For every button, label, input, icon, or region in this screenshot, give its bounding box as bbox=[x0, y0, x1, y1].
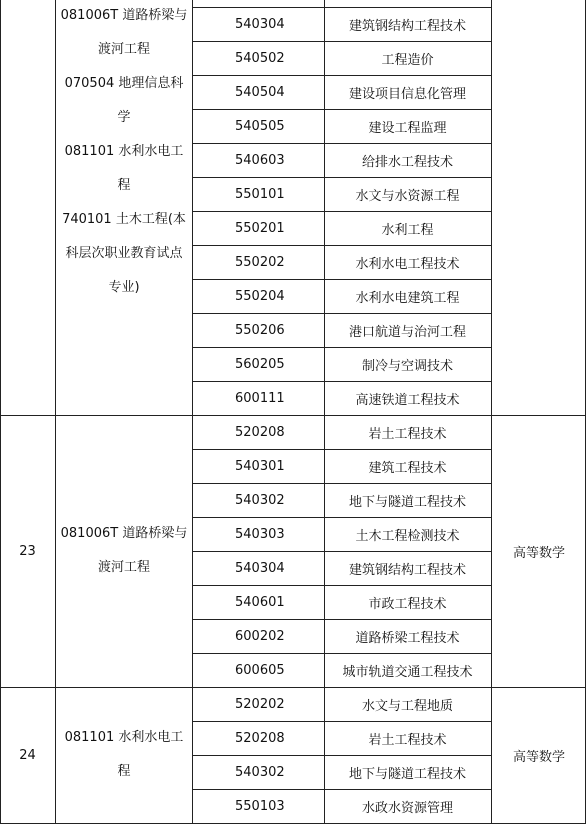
vocational-major-code: 540502 bbox=[235, 50, 285, 66]
table-rule-horizontal bbox=[192, 517, 491, 518]
undergraduate-major-line: 程 bbox=[117, 178, 131, 193]
undergraduate-major-line: 学 bbox=[117, 110, 131, 125]
table-rule-vertical bbox=[491, 0, 492, 824]
undergraduate-major-line: 程 bbox=[117, 764, 131, 779]
table-rule-horizontal bbox=[192, 75, 491, 76]
undergraduate-major-line: 专业) bbox=[108, 280, 140, 295]
vocational-major-name: 建筑工程技术 bbox=[368, 460, 447, 476]
table-rule-vertical bbox=[324, 0, 325, 824]
group-number bbox=[0, 7, 55, 415]
table-rule-horizontal bbox=[192, 109, 491, 110]
vocational-major-code: 540303 bbox=[235, 526, 285, 542]
undergraduate-major-cell bbox=[55, 0, 193, 305]
vocational-major-name: 地下与隧道工程技术 bbox=[348, 766, 466, 782]
vocational-major-code: 540504 bbox=[235, 84, 285, 100]
undergraduate-major-line: 渡河工程 bbox=[97, 42, 150, 57]
undergraduate-major-line: 081101 水利水电工 bbox=[64, 730, 184, 745]
vocational-major-name: 制冷与空调技术 bbox=[361, 358, 453, 374]
vocational-major-code: 540304 bbox=[235, 16, 285, 32]
table-rule-horizontal bbox=[0, 823, 586, 824]
table-rule-vertical bbox=[55, 0, 56, 824]
table-rule-vertical bbox=[0, 0, 1, 824]
table-rule-horizontal bbox=[192, 177, 491, 178]
vocational-major-name: 道路桥梁工程技术 bbox=[355, 630, 460, 646]
undergraduate-major-line: 081006T 道路桥梁与 bbox=[60, 526, 188, 541]
vocational-major-code: 560205 bbox=[235, 356, 285, 372]
table-rule-horizontal bbox=[192, 483, 491, 484]
vocational-major-name: 市政工程技术 bbox=[368, 596, 447, 612]
vocational-major-name: 水文与水资源工程 bbox=[355, 188, 460, 204]
vocational-major-code: 520208 bbox=[235, 424, 285, 440]
vocational-major-name: 建筑钢结构工程技术 bbox=[348, 562, 466, 578]
vocational-major-code: 600111 bbox=[235, 390, 285, 406]
vocational-major-name: 水文与工程地质 bbox=[361, 698, 453, 714]
vocational-major-name: 水利工程 bbox=[381, 222, 434, 238]
undergraduate-major-line: 科层次职业教育试点 bbox=[65, 246, 183, 261]
undergraduate-major-line: 081101 水利水电工 bbox=[64, 144, 184, 159]
table-rule-horizontal bbox=[192, 449, 491, 450]
vocational-major-code: 550202 bbox=[235, 254, 285, 270]
undergraduate-major-cell bbox=[55, 687, 193, 823]
vocational-major-name: 岩土工程技术 bbox=[368, 732, 447, 748]
table-rule-vertical bbox=[192, 0, 193, 824]
vocational-major-code: 600202 bbox=[235, 628, 285, 644]
vocational-major-name: 土木工程检测技术 bbox=[355, 528, 460, 544]
table-rule-horizontal bbox=[192, 313, 491, 314]
undergraduate-major-line: 070504 地理信息科 bbox=[64, 76, 184, 91]
vocational-major-name: 高速铁道工程技术 bbox=[355, 392, 460, 408]
table-rule-horizontal bbox=[192, 143, 491, 144]
exam-subject bbox=[492, 7, 586, 415]
table-rule-horizontal bbox=[192, 7, 491, 8]
vocational-major-code: 540603 bbox=[235, 152, 285, 168]
table-rule-horizontal bbox=[0, 687, 586, 688]
exam-subject: 高等数学 bbox=[512, 749, 565, 765]
vocational-major-code: 550206 bbox=[235, 322, 285, 338]
vocational-major-name: 建筑钢结构工程技术 bbox=[348, 18, 466, 34]
table-rule-horizontal bbox=[192, 381, 491, 382]
exam-subject: 高等数学 bbox=[512, 545, 565, 561]
vocational-major-name: 给排水工程技术 bbox=[361, 154, 453, 170]
table-rule-horizontal bbox=[192, 585, 491, 586]
vocational-major-code: 540302 bbox=[235, 764, 285, 780]
vocational-major-code: 540302 bbox=[235, 492, 285, 508]
table-rule-horizontal bbox=[192, 347, 491, 348]
vocational-major-code: 550201 bbox=[235, 220, 285, 236]
group-number: 23 bbox=[19, 543, 36, 559]
vocational-major-code: 540301 bbox=[235, 458, 285, 474]
vocational-major-code: 600605 bbox=[235, 662, 285, 678]
table-rule-horizontal bbox=[192, 279, 491, 280]
vocational-major-name: 水政水资源管理 bbox=[361, 800, 453, 816]
vocational-major-name: 水利水电建筑工程 bbox=[355, 290, 460, 306]
table-rule-horizontal bbox=[192, 41, 491, 42]
table-rule-horizontal bbox=[192, 245, 491, 246]
vocational-major-code: 550103 bbox=[235, 798, 285, 814]
undergraduate-major-cell bbox=[55, 415, 193, 687]
vocational-major-code: 540601 bbox=[235, 594, 285, 610]
vocational-major-name: 工程造价 bbox=[381, 52, 434, 68]
vocational-major-code: 540304 bbox=[235, 560, 285, 576]
vocational-major-code: 550204 bbox=[235, 288, 285, 304]
vocational-major-code: 540505 bbox=[235, 118, 285, 134]
table-rule-horizontal bbox=[192, 755, 491, 756]
table-rule-horizontal bbox=[192, 211, 491, 212]
vocational-major-code: 520202 bbox=[235, 696, 285, 712]
table-rule-horizontal bbox=[192, 551, 491, 552]
table-rule-horizontal bbox=[192, 653, 491, 654]
undergraduate-major-line: 740101 土木工程(本 bbox=[62, 212, 186, 227]
table-rule-horizontal bbox=[192, 619, 491, 620]
vocational-major-code: 520208 bbox=[235, 730, 285, 746]
undergraduate-major-line: 081006T 道路桥梁与 bbox=[60, 8, 188, 23]
vocational-major-code: 550101 bbox=[235, 186, 285, 202]
vocational-major-name: 地下与隧道工程技术 bbox=[348, 494, 466, 510]
undergraduate-major-line: 渡河工程 bbox=[97, 560, 150, 575]
vocational-major-name: 港口航道与治河工程 bbox=[348, 324, 466, 340]
table-rule-horizontal bbox=[192, 789, 491, 790]
vocational-major-name: 城市轨道交通工程技术 bbox=[342, 664, 473, 680]
vocational-major-name: 建设项目信息化管理 bbox=[348, 86, 466, 102]
vocational-major-name: 岩土工程技术 bbox=[368, 426, 447, 442]
vocational-major-name: 建设工程监理 bbox=[368, 120, 447, 136]
table-rule-horizontal bbox=[0, 415, 586, 416]
table-rule-horizontal bbox=[192, 721, 491, 722]
vocational-major-name: 水利水电工程技术 bbox=[355, 256, 460, 272]
group-number: 24 bbox=[19, 747, 36, 763]
